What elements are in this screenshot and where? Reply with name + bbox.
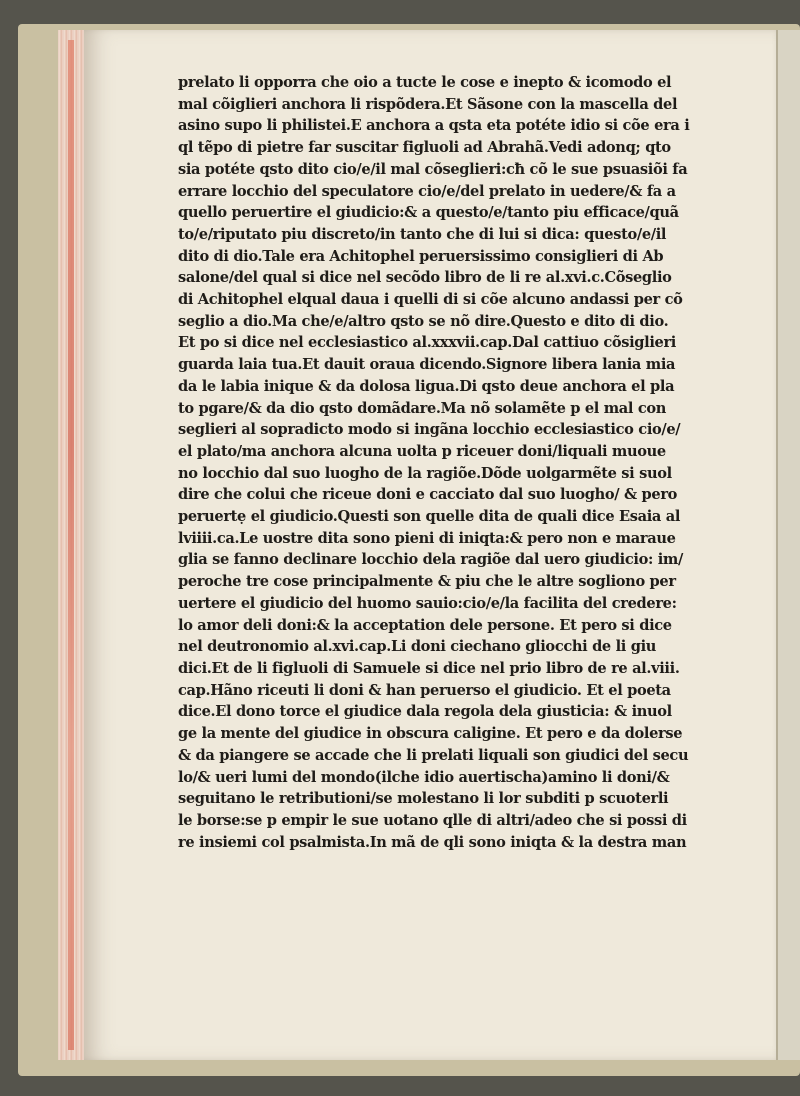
text-line: uertere el giudicio del huomo sauio:cio/e/la facilita del credere: — [178, 594, 677, 612]
text-line: no locchio dal suo luogho de la ragiõe.Dõde uolgarmẽte si suol — [178, 464, 672, 482]
text-line: ge la mente del giudice in obscura caligine. Et pero e da dolerse — [178, 725, 683, 743]
text-line: el plato/ma anchora alcuna uolta p riceuer doni/liquali muoue — [178, 442, 666, 460]
text-line: to/e/riputato piu discreto/in tanto che di lui si dica: questo/e/il — [178, 225, 667, 243]
text-line: peruertẹ el giudicio.Questi son quelle dita de quali dice Esaia al — [178, 508, 681, 526]
text-line: da le labia inique & da dolosa ligua.Di qsto deue anchora el pla — [178, 377, 675, 395]
text-line: errare locchio del speculatore cio/e/del prelato in uedere/& fa a — [178, 182, 676, 200]
text-line: dici.Et de li figluoli di Samuele si dice nel prio libro de re al.viii. — [178, 659, 680, 677]
text-line: Et po si dice nel ecclesiastico al.xxxvii.cap.Dal cattiuo cõsiglieri — [178, 334, 677, 352]
text-line: sia potéte qsto dito cio/e/il mal cõseglieri:cħ cõ le sue psuasiõi fa — [178, 160, 688, 178]
text-line: & da piangere se accade che li prelati liquali son giudici del secu — [178, 746, 689, 764]
text-line: di Achitophel elqual daua i quelli di si cõe alcuno andassi per cõ — [178, 291, 683, 309]
rubricated-edge — [68, 40, 74, 1050]
text-line: peroche tre cose principalmente & piu che le altre sogliono per — [178, 573, 676, 591]
text-line: re insiemi col psalmista.In mã de qli sono iniqta & la destra man — [178, 833, 687, 851]
text-line: le borse:se p empir le sue uotano qlle di altri/adeo che si possi di — [178, 811, 687, 829]
text-line: mal cõiglieri anchora li rispõdera.Et Sãsone con la mascella del — [178, 95, 678, 113]
facing-page-edge — [776, 30, 800, 1060]
text-line: to pgare/& da dio qsto domãdare.Ma nõ solamẽte p el mal con — [178, 399, 667, 417]
text-line: lo amor deli doni:& la acceptation dele persone. Et pero si dice — [178, 616, 672, 634]
text-line: guarda laia tua.Et dauit oraua dicendo.Signore libera lania mia — [178, 356, 676, 374]
text-line: dice.El dono torce el giudice dala regola dela giusticia: & inuol — [178, 703, 672, 721]
text-line: lo/& ueri lumi del mondo(ilche idio auertischa)amino li doni/& — [178, 768, 670, 786]
text-line: prelato li opporra che oio a tucte le cose e inepto & icomodo el — [178, 74, 672, 91]
text-line: cap.Hãno riceuti li doni & han peruerso el giudicio. Et el poeta — [178, 681, 671, 699]
text-line: seguitano le retributioni/se molestano li lor subditi p scuoterli — [178, 790, 669, 808]
text-line: seglio a dio.Ma che/e/altro qsto se nõ dire.Questo e dito di dio. — [178, 312, 669, 330]
text-column — [178, 72, 738, 853]
text-line: dito di dio.Tale era Achitophel peruersissimo consiglieri di Ab — [178, 247, 664, 265]
text-line: lviiii.ca.Le uostre dita sono pieni di iniqta:& pero non e maraue — [178, 529, 676, 547]
text-line: dire che colui che riceue doni e cacciato dal suo luogho/ & pero — [178, 486, 678, 504]
text-line: quello peruertire el giudicio:& a questo/e/tanto piu efficace/quã — [178, 204, 679, 222]
text-line: ql tẽpo di pietre far suscitar figluoli ad Abrahã.Vedi adonq; qto — [178, 139, 671, 157]
text-line: salone/del qual si dice nel secõdo libro de li re al.xvi.c.Cõseglio — [178, 269, 672, 287]
text-line: nel deutronomio al.xvi.cap.Li doni ciechano gliocchi de li giu — [178, 638, 657, 656]
text-line: glia se fanno declinare locchio dela ragiõe dal uero giudicio: im/ — [178, 551, 683, 569]
text-line: seglieri al sopradicto modo si ingãna locchio ecclesiastico cio/e/ — [178, 421, 681, 439]
text-line: asino supo li philistei.E anchora a qsta eta potéte idio si cõe era i — [178, 117, 690, 135]
